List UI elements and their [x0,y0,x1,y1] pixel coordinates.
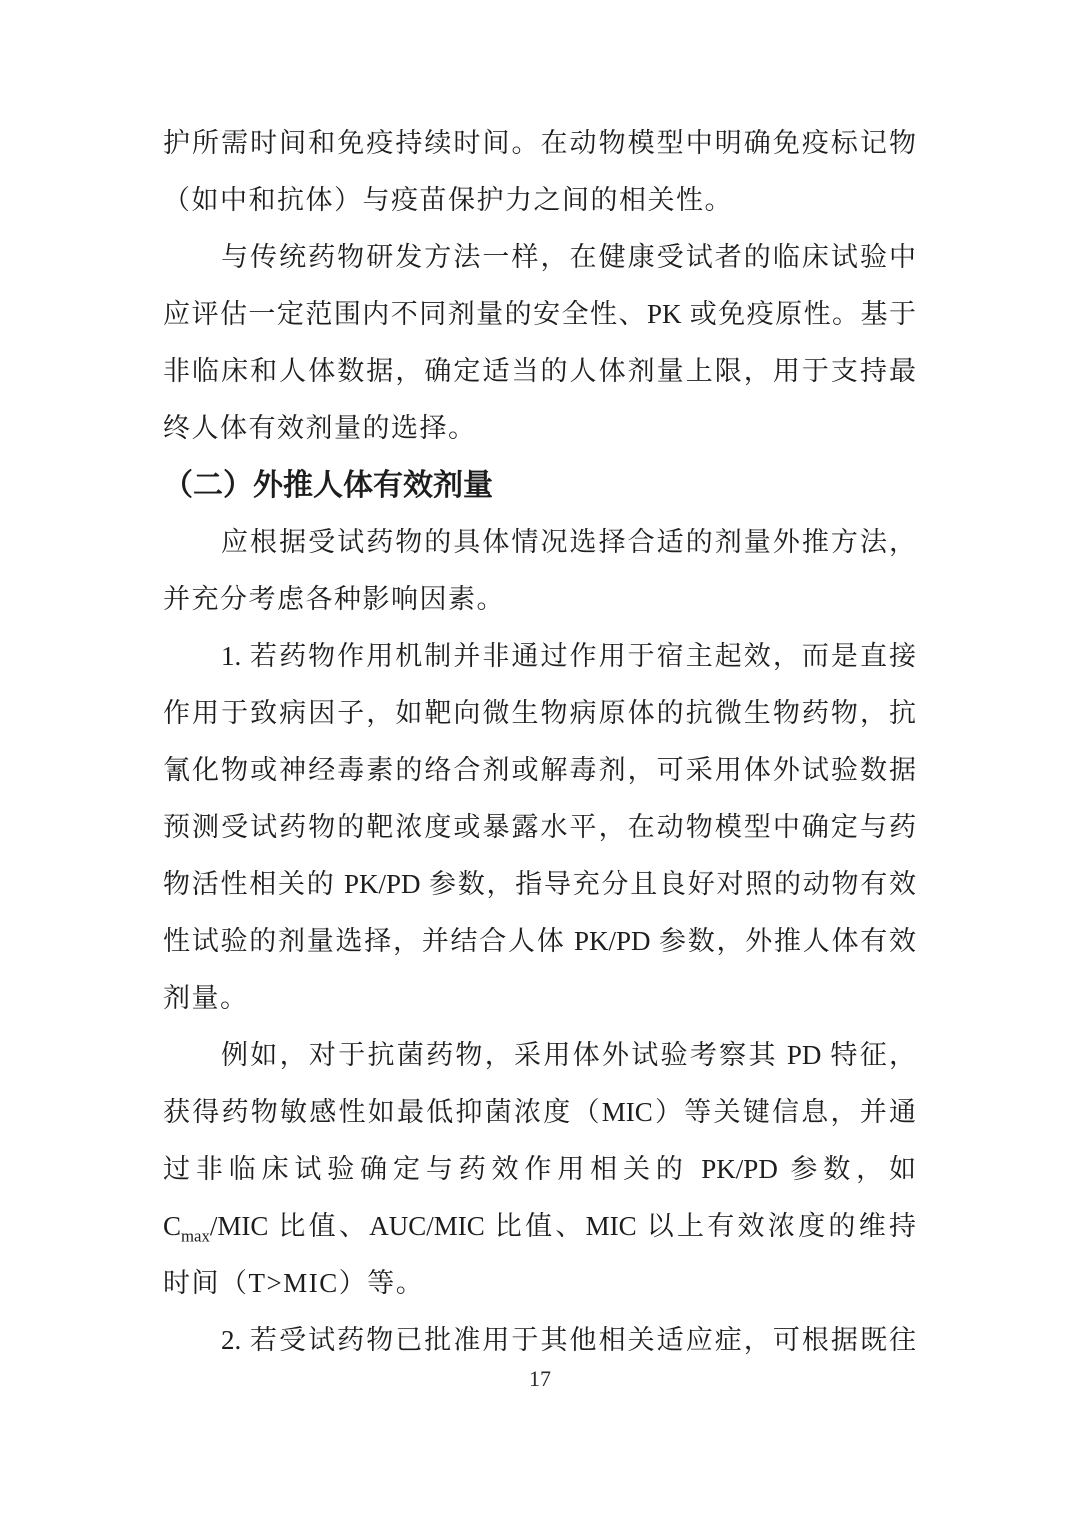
text-line: 终人体有效剂量的选择。 [163,413,477,443]
text-line: 非临床和人体数据，确定适当的人体剂量上限，用于支持最 [163,356,916,386]
text-line: 护所需时间和免疫持续时间。在动物模型中明确免疫标记物 [163,128,916,158]
text-line: 性试验的剂量选择，并结合人体 PK/PD 参数，外推人体有效 [163,926,916,956]
text-line: 例如，对于抗菌药物，采用体外试验考察其 PD 特征， [221,1040,916,1070]
text-line: 预测受试药物的靶浓度或暴露水平，在动物模型中确定与药 [163,812,916,842]
text-line: （如中和抗体）与疫苗保护力之间的相关性。 [163,185,733,215]
text-line: 物活性相关的 PK/PD 参数，指导充分且良好对照的动物有效 [163,869,916,899]
text-line: 作用于致病因子，如靶向微生物病原体的抗微生物药物，抗 [163,698,916,728]
text-line: 氰化物或神经毒素的络合剂或解毒剂，可采用体外试验数据 [163,755,916,785]
text-line: 应根据受试药物的具体情况选择合适的剂量外推方法， [221,527,916,557]
list-item-2-line: 2. 若受试药物已批准用于其他相关适应症，可根据既往 [221,1325,916,1355]
text-line: 与传统药物研发方法一样，在健康受试者的临床试验中 [221,242,916,272]
text-line: 时间（T>MIC）等。 [163,1268,425,1298]
text-line: 获得药物敏感性如最低抑菌浓度（MIC）等关键信息，并通 [163,1097,916,1127]
text-block [163,115,916,1369]
text-line: 并充分考虑各种影响因素。 [163,584,505,614]
text-line: 应评估一定范围内不同剂量的安全性、PK 或免疫原性。基于 [163,299,916,329]
page-number: 17 [529,1366,551,1391]
list-item-1-line: 1. 若药物作用机制并非通过作用于宿主起效，而是直接 [221,641,916,671]
text-line-with-subscript: $C_{max}$/MIC 比值、AUC/MIC 比值、MIC 以上有效浓度的维持 [163,1211,916,1246]
section-heading: （二）外推人体有效剂量 [163,469,493,502]
text-line: 剂量。 [163,983,249,1013]
text-line: 过非临床试验确定与药效作用相关的 PK/PD 参数，如 [163,1154,916,1184]
